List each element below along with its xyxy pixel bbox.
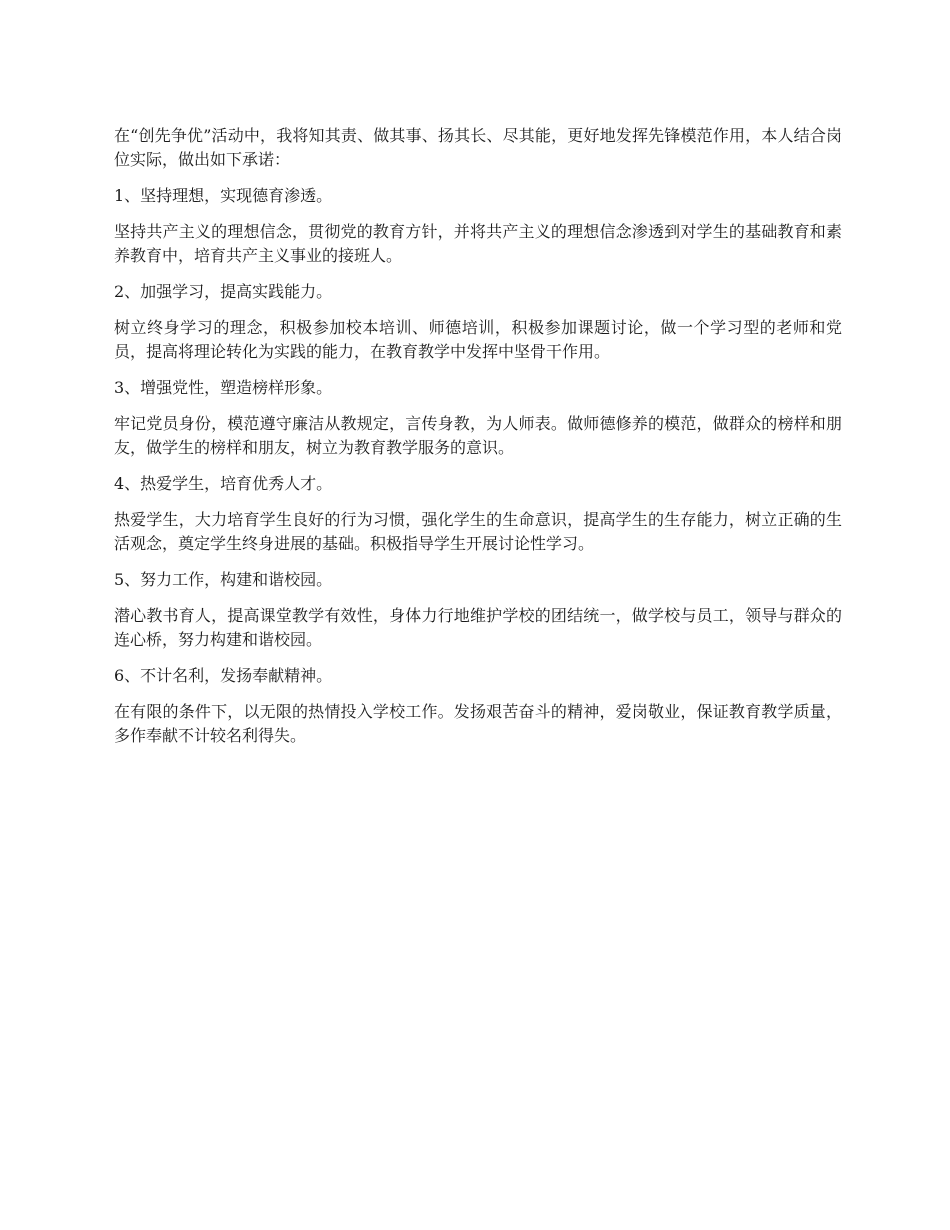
section-heading-4: 4、热爱学生，培育优秀人才。 [114,474,333,493]
document-body [114,124,842,760]
section-heading-6: 6、不计名利，发扬奉献精神。 [114,666,333,685]
section-heading-2: 2、加强学习，提高实践能力。 [114,282,333,301]
section-heading-1: 1、坚持理想，实现德育渗透。 [114,186,333,205]
section-body-1: 坚持共产主义的理想信念，贯彻党的教育方针，并将共产主义的理想信念渗透到对学生的基础教育和素养教育中，培育共产主义事业的接班人。 [114,222,842,265]
section-body-3: 牢记党员身份，模范遵守廉洁从教规定，言传身教，为人师表。做师德修养的模范，做群众的榜样和朋友，做学生的榜样和朋友，树立为教育教学服务的意识。 [114,414,842,457]
section-heading-5: 5、努力工作，构建和谐校园。 [114,570,333,589]
section-body-4: 热爱学生，大力培育学生良好的行为习惯，强化学生的生命意识，提高学生的生存能力，树立正确的生活观念，奠定学生终身进展的基础。积极指导学生开展讨论性学习。 [114,510,842,553]
intro-paragraph: 在“创先争优”活动中，我将知其责、做其事、扬其长、尽其能，更好地发挥先锋模范作用，本人结合岗位实际，做出如下承诺： [114,126,842,169]
section-body-6: 在有限的条件下，以无限的热情投入学校工作。发扬艰苦奋斗的精神，爱岗敬业，保证教育教学质量，多作奉献不计较名利得失。 [114,702,842,745]
section-heading-3: 3、增强党性，塑造榜样形象。 [114,378,333,397]
section-body-5: 潜心教书育人，提高课堂教学有效性，身体力行地维护学校的团结统一，做学校与员工，领导与群众的连心桥，努力构建和谐校园。 [114,606,842,649]
section-body-2: 树立终身学习的理念，积极参加校本培训、师德培训，积极参加课题讨论，做一个学习型的老师和党员，提高将理论转化为实践的能力，在教育教学中发挥中坚骨干作用。 [114,318,842,361]
